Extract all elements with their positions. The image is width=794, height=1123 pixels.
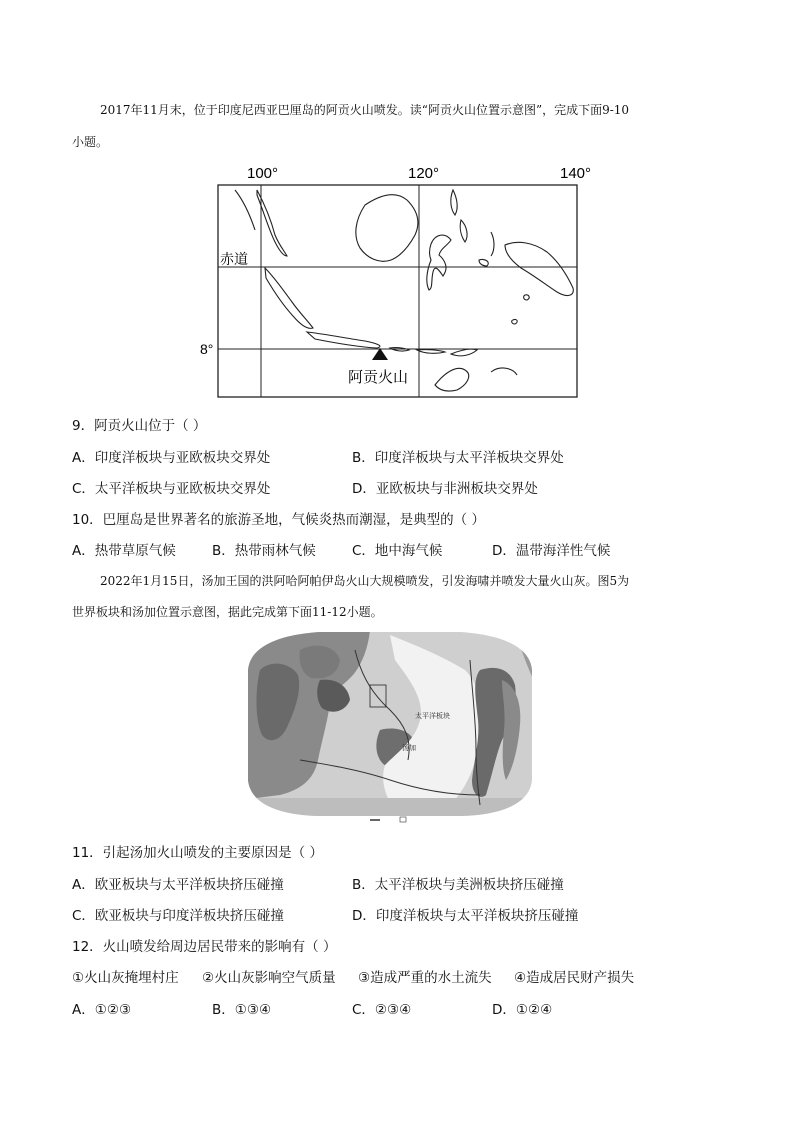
- question-12-stem: 12．火山喷发给周边居民带来的影响有（ ）: [72, 939, 337, 955]
- question-12-option-c[interactable]: C．②③④: [352, 1002, 412, 1018]
- question-12-statement-3: ③造成严重的水土流失: [358, 970, 492, 986]
- island-outlines: [235, 190, 573, 391]
- question-10-stem: 10．巴厘岛是世界著名的旅游圣地，气候炎热而潮湿，是典型的（ ）: [72, 512, 485, 528]
- intro-paragraph-1-line-1: 2017年11月末，位于印度尼西亚巴厘岛的阿贡火山喷发。读“阿贡火山位置示意图”，完成下面9-10: [100, 103, 630, 117]
- question-10-option-b[interactable]: B．热带雨林气候: [212, 543, 316, 559]
- question-9-option-c[interactable]: C．太平洋板块与亚欧板块交界处: [72, 481, 271, 497]
- intro-paragraph-2-line-1: 2022年1月15日，汤加王国的洪阿哈阿帕伊岛火山大规模喷发，引发海啸并喷发大量火山灰。图5为: [100, 574, 630, 588]
- question-12-statement-4: ④造成居民财产损失: [514, 970, 635, 986]
- triangle-marker-icon: [372, 348, 388, 360]
- question-10-option-c[interactable]: C．地中海气候: [352, 543, 443, 559]
- question-9-stem: 9．阿贡火山位于（ ）: [72, 418, 207, 434]
- question-10-option-a[interactable]: A．热带草原气候: [72, 543, 176, 559]
- world-plates-map: [240, 630, 540, 825]
- question-9-option-a[interactable]: A．印度洋板块与亚欧板块交界处: [72, 450, 271, 466]
- question-9-option-d[interactable]: D．亚欧板块与非洲板块交界处: [352, 481, 538, 497]
- question-11-option-b[interactable]: B．太平洋板块与美洲板块挤压碰撞: [352, 877, 564, 893]
- question-12-statement-2: ②火山灰影响空气质量: [202, 970, 336, 986]
- question-11-option-c[interactable]: C．欧亚板块与印度洋板块挤压碰撞: [72, 908, 284, 924]
- question-11-option-a[interactable]: A．欧亚板块与太平洋板块挤压碰撞: [72, 877, 284, 893]
- tonga-label: 汤加: [402, 745, 416, 752]
- lon-label-140: 140°: [560, 165, 592, 182]
- question-10-option-d[interactable]: D．温带海洋性气候: [492, 543, 611, 559]
- question-12-option-a[interactable]: A．①②③: [72, 1002, 132, 1018]
- question-11-option-d[interactable]: D．印度洋板块与太平洋板块挤压碰撞: [352, 908, 579, 924]
- agung-volcano-map: [195, 160, 605, 400]
- volcano-label: 阿贡火山: [348, 369, 409, 386]
- lat-label-8: 8°: [200, 341, 214, 357]
- intro-paragraph-1-line-2: 小题。: [72, 135, 109, 149]
- equator-label: 赤道: [220, 251, 248, 267]
- pacific-plate-label: 太平洋板块: [415, 713, 450, 720]
- legend-box-icon: [400, 817, 406, 822]
- question-12-option-b[interactable]: B．①③④: [212, 1002, 272, 1018]
- question-12-statement-1: ①火山灰掩埋村庄: [72, 970, 179, 986]
- question-11-stem: 11．引起汤加火山喷发的主要原因是（ ）: [72, 845, 323, 861]
- question-9-option-b[interactable]: B．印度洋板块与太平洋板块交界处: [352, 450, 564, 466]
- intro-paragraph-2-line-2: 世界板块和汤加位置示意图，据此完成第下面11-12小题。: [72, 605, 383, 619]
- lon-label-100: 100°: [247, 165, 279, 182]
- lon-label-120: 120°: [408, 165, 440, 182]
- question-12-option-d[interactable]: D．①②④: [492, 1002, 553, 1018]
